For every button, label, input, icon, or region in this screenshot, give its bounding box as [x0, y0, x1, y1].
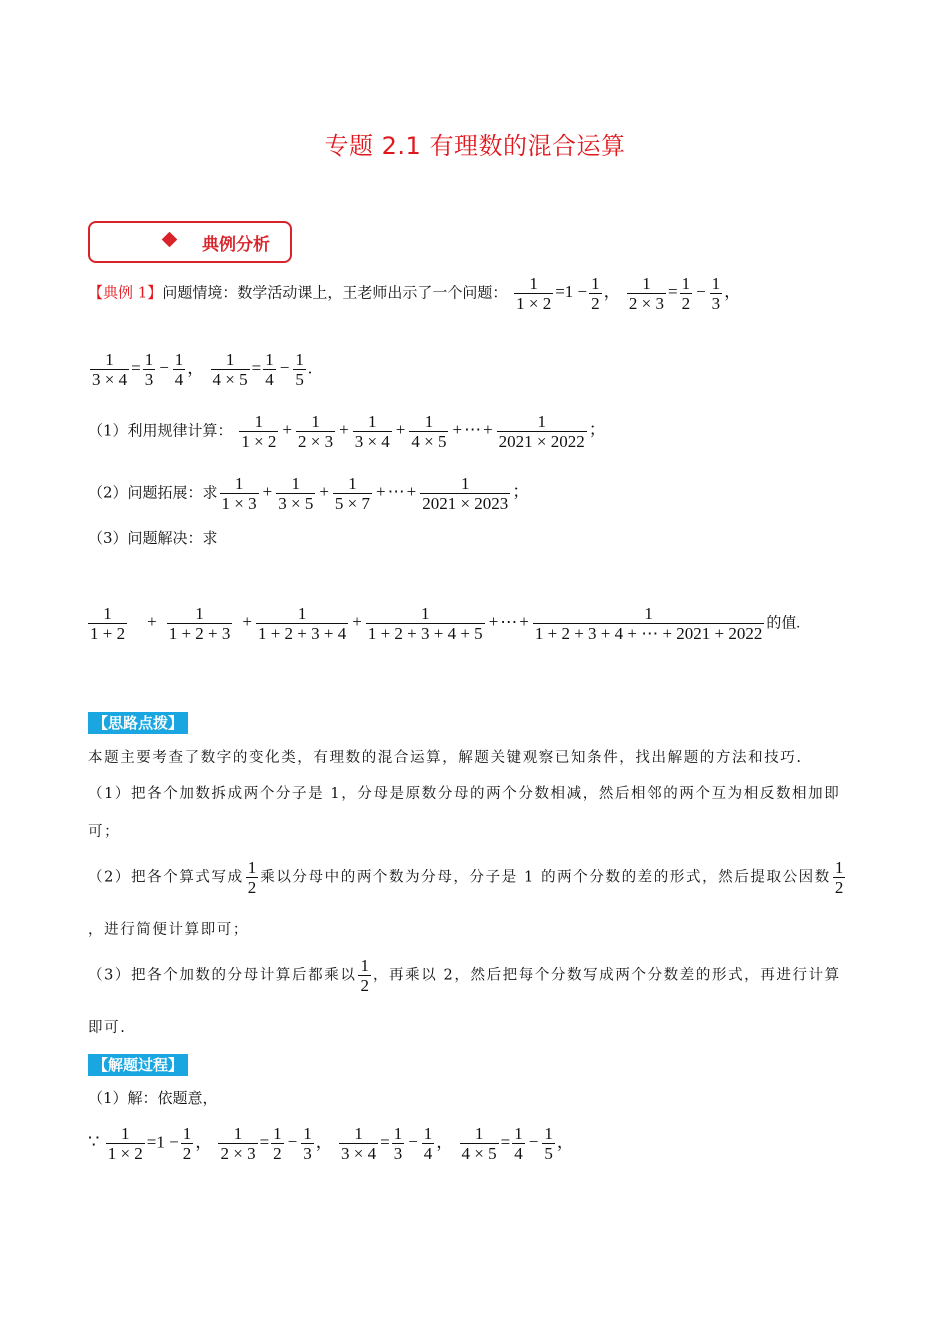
- hint-p3-c: 即可.: [88, 1020, 127, 1036]
- fraction: $\frac{1}{1 + 2}$: [90, 604, 126, 643]
- fraction: $\frac{1}{3 \times 4}$: [92, 350, 128, 389]
- hint-p2: （2）把各个算式写成 $\frac{1}{2}$ 乘以分母中的两个数为分母，分子是 1 的两个分数的差的形式，然后提取公因数 $\frac{1}{2}$: [88, 858, 844, 897]
- fraction: $\frac{1}{2}$: [360, 956, 369, 995]
- example-tag: 【典例 1】: [88, 283, 163, 302]
- fraction: $\frac{1}{1 \times 2}$: [241, 412, 277, 451]
- part-3-formula: $\frac{1}{1 + 2}$ + $\frac{1}{1 + 2 + 3}$ + $\frac{1}{1 + 2 + 3 + 4}$ + $\frac{1}{1 + 2 + 3 + 4 + 5}$ + ⋯ + $\frac{1}{1 + 2 + 3 + 4 + \cdots + 2021 + 2022}$ 的值.: [90, 604, 801, 643]
- fraction: $\frac{1}{4}$: [265, 350, 274, 389]
- fraction: $\frac{1}{3}$: [393, 1124, 403, 1163]
- fraction: $\frac{1}{2}$: [591, 274, 600, 313]
- fraction: $\frac{1}{2 \times 3}$: [628, 274, 664, 313]
- section-title: 典例分析: [202, 235, 270, 255]
- fraction: $\frac{1}{4}$: [423, 1124, 433, 1163]
- because-icon: ∵: [88, 1131, 100, 1152]
- example-intro-line-2: $\frac{1}{3 \times 4}$ = $\frac{1}{3}$ − $\frac{1}{4}$ ， $\frac{1}{4 \times 5}$ = $\frac{1}{4}$ − $\frac{1}{5}$ .: [92, 350, 313, 389]
- fraction: $\frac{1}{2}$: [834, 858, 844, 897]
- fraction: $\frac{1}{1 \times 2}$: [107, 1124, 143, 1163]
- formula: $\frac{1}{1 \times 2}$ + $\frac{1}{2 \times 3}$ + $\frac{1}{3 \times 4}$ + $\frac{1}{4 \times 5}$ + ⋯ + $\frac{1}{2021 \times 2022}$ ；: [241, 412, 606, 451]
- fraction: $\frac{1}{2 \times 3}$: [298, 412, 334, 451]
- fraction: $\frac{1}{1 \times 3}$: [221, 474, 257, 513]
- fraction: $\frac{1}{3 \times 4}$: [341, 1124, 377, 1163]
- fraction: $\frac{1}{4}$: [514, 1124, 523, 1163]
- fraction: $\frac{1}{2 \times 3}$: [220, 1124, 256, 1163]
- example-intro: 问题情境：数学活动课上，王老师出示了一个问题：: [162, 283, 508, 302]
- fraction: $\frac{1}{3}$: [303, 1124, 312, 1163]
- fraction: $\frac{1}{1 + 2 + 3 + 4}$: [257, 604, 347, 643]
- fraction: $\frac{1}{1 + 2 + 3 + 4 + 5}$: [367, 604, 483, 643]
- fraction: $\frac{1}{3 \times 4}$: [354, 412, 390, 451]
- fraction: $\frac{1}{4 \times 5}$: [411, 412, 447, 451]
- example-intro-line: [88, 274, 741, 313]
- fraction: $\frac{1}{3}$: [144, 350, 154, 389]
- fraction: $\frac{1}{1 \times 2}$: [516, 274, 552, 313]
- hint-p3: （3）把各个加数的分母计算后都乘以 $\frac{1}{2}$ ，再乘以 2，然后把每个分数写成两个分数差的形式，再进行计算: [88, 956, 841, 995]
- fraction: $\frac{1}{2}$: [247, 858, 257, 897]
- hint-p2-c: ，进行简便计算即可；: [88, 922, 249, 938]
- fraction: $\frac{1}{2021 \times 2023}$: [422, 474, 509, 513]
- fraction: $\frac{1}{2021 \times 2022}$: [498, 412, 585, 451]
- fraction: $\frac{1}{4}$: [174, 350, 184, 389]
- value-suffix: 的值.: [766, 615, 801, 632]
- fraction: $\frac{1}{2}$: [182, 1124, 192, 1163]
- fraction: $\frac{1}{3 \times 5}$: [278, 474, 314, 513]
- solution-line-2: ∵ $\frac{1}{1 \times 2}$ =1 − $\frac{1}{2}$ ， $\frac{1}{2 \times 3}$ = $\frac{1}{2}$ − $\frac{1}{3}$ ， $\frac{1}{3 \times 4}$ = $\frac{1}{3}$ − $\frac{1}{4}$ ， $\frac{1}{4 \times 5}$ = $\frac{1}{4}$ − $\frac{1}{5}$ ，: [88, 1124, 574, 1163]
- fraction: $\frac{1}{2}$: [681, 274, 691, 313]
- part-2-label: （2）问题拓展：求: [88, 483, 218, 502]
- hint-tag: 【思路点拨】: [88, 712, 188, 734]
- hint-p1-b: 可；: [88, 824, 121, 840]
- fraction: $\frac{1}{3}$: [711, 274, 721, 313]
- fraction: $\frac{1}{1 + 2 + 3}$: [168, 604, 231, 643]
- fraction: $\frac{1}{2}$: [273, 1124, 282, 1163]
- fraction: $\frac{1}{1 + 2 + 3 + 4 + \cdots + 2021 + 2022}$: [534, 604, 763, 643]
- fraction: $\frac{1}{4 \times 5}$: [461, 1124, 497, 1163]
- fraction: $\frac{1}{5}$: [295, 350, 304, 389]
- solution-tag-wrap: [88, 1054, 188, 1075]
- solution-line-1: （1）解：依题意，: [88, 1089, 218, 1107]
- part-1: [88, 412, 606, 451]
- formula: $\frac{1}{1 \times 2}$ =1 − $\frac{1}{2}$ ， $\frac{1}{2 \times 3}$ = $\frac{1}{2}$ − $\frac{1}{3}$ ，: [516, 274, 742, 313]
- fraction: $\frac{1}{5}$: [544, 1124, 553, 1163]
- fraction: $\frac{1}{5 \times 7}$: [334, 474, 371, 513]
- formula: $\frac{1}{1 \times 3}$ + $\frac{1}{3 \times 5}$ + $\frac{1}{5 \times 7}$ + ⋯ + $\frac{1}{2021 \times 2023}$ ；: [221, 474, 530, 513]
- hint-tag-wrap: [88, 712, 188, 733]
- part-2: [88, 474, 529, 513]
- part-1-label: （1）利用规律计算：: [88, 421, 233, 440]
- part-3-label: （3）问题解决：求: [88, 529, 218, 547]
- fraction: $\frac{1}{4 \times 5}$: [212, 350, 248, 389]
- page-title: 专题 2.1 有理数的混合运算: [324, 132, 626, 160]
- hint-summary: 本题主要考查了数字的变化类，有理数的混合运算，解题关键观察已知条件，找出解题的方法和技巧.: [88, 750, 803, 766]
- hint-p1-a: （1）把各个加数拆成两个分子是 1，分母是原数分母的两个分数相减，然后相邻的两个互为相反数相加即: [88, 786, 841, 802]
- solution-tag: 【解题过程】: [88, 1054, 188, 1076]
